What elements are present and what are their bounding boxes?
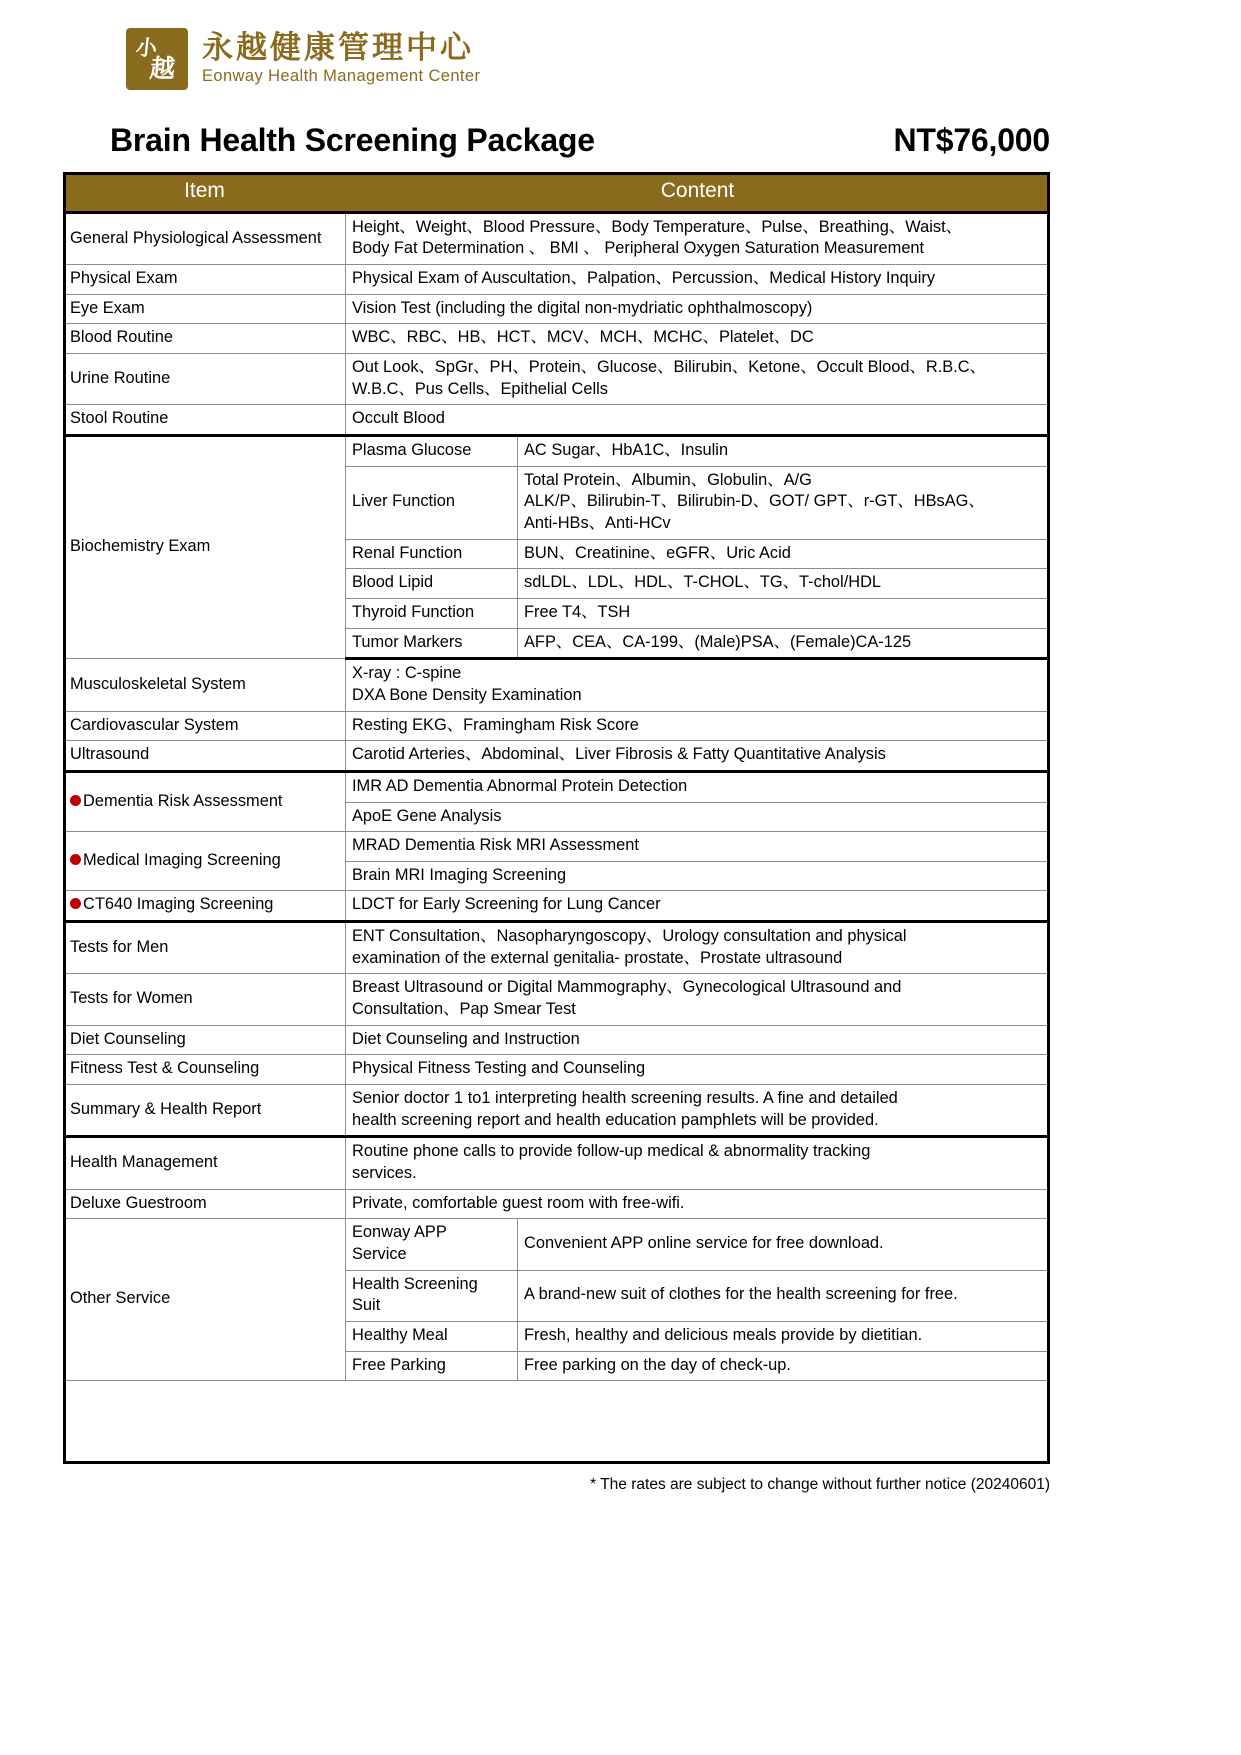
row-subitem-label: Healthy Meal	[346, 1321, 518, 1351]
table-row	[64, 832, 1050, 862]
row-content: Breast Ultrasound or Digital Mammography、Gynecological Ultrasound and Consultation、Pap Smear Test	[346, 974, 1050, 1025]
row-item-label: General Physiological Assessment	[64, 212, 346, 264]
row-item-label: Eye Exam	[64, 294, 346, 324]
header-row	[64, 173, 1050, 213]
company-name-cn: 永越健康管理中心	[202, 29, 474, 66]
row-content: Resting EKG、Framingham Risk Score	[346, 711, 1050, 741]
row-item-label: Health Management	[64, 1137, 346, 1189]
row-content: Occult Blood	[346, 405, 1050, 436]
row-item-label: Medical Imaging Screening	[64, 832, 346, 891]
row-content: Physical Fitness Testing and Counseling	[346, 1055, 1050, 1085]
row-item-label: Dementia Risk Assessment	[64, 771, 346, 831]
company-logo	[126, 28, 480, 90]
row-subitem-label: Eonway APP Service	[346, 1219, 518, 1270]
row-content: ENT Consultation、Nasopharyngoscopy、Urology consultation and physical examination of the external genitalia- prostate、Prostate ultrasound	[346, 922, 1050, 974]
table-row	[64, 1189, 1050, 1219]
table-body	[64, 212, 1050, 1381]
row-content: Brain MRI Imaging Screening	[346, 861, 1050, 891]
row-content: Vision Test (including the digital non-mydriatic ophthalmoscopy)	[346, 294, 1050, 324]
row-content: Total Protein、Albumin、Globulin、A/G ALK/P、Bilirubin-T、Bilirubin-D、GOT/ GPT、r-GT、HBsAG、 Anti-HBs、Anti-HCv	[518, 466, 1050, 539]
row-content: BUN、Creatinine、eGFR、Uric Acid	[518, 539, 1050, 569]
red-bullet-icon	[70, 898, 81, 909]
row-content: Routine phone calls to provide follow-up medical & abnormality tracking services.	[346, 1137, 1050, 1189]
row-content: AFP、CEA、CA-199、(Male)PSA、(Female)CA-125	[518, 628, 1050, 659]
seal-char-top: 小	[134, 35, 159, 60]
row-item-label: Other Service	[64, 1219, 346, 1381]
row-item-label: Musculoskeletal System	[64, 659, 346, 711]
row-content: ApoE Gene Analysis	[346, 802, 1050, 832]
red-bullet-icon	[70, 854, 81, 865]
row-item-label: Physical Exam	[64, 265, 346, 295]
row-content: X-ray : C-spine DXA Bone Density Examination	[346, 659, 1050, 711]
row-item-label: Cardiovascular System	[64, 711, 346, 741]
table-row	[64, 771, 1050, 802]
table-row	[64, 1219, 1050, 1270]
logo-text-block	[202, 31, 480, 88]
row-item-label: Ultrasound	[64, 741, 346, 772]
row-item-label: Biochemistry Exam	[64, 435, 346, 658]
package-price: NT$76,000	[893, 122, 1050, 158]
row-content: Convenient APP online service for free download.	[518, 1219, 1050, 1270]
table-row	[64, 891, 1050, 922]
row-content: Height、Weight、Blood Pressure、Body Temperature、Pulse、Breathing、Waist、 Body Fat Determination 、 BMI 、 Peripheral Oxygen Saturation Measurement	[346, 212, 1050, 264]
row-content: Fresh, healthy and delicious meals provide by dietitian.	[518, 1321, 1050, 1351]
seal-logo-icon	[126, 28, 188, 90]
row-item-label: Diet Counseling	[64, 1025, 346, 1055]
row-item-label: Blood Routine	[64, 324, 346, 354]
row-content: Free T4、TSH	[518, 598, 1050, 628]
table-row	[64, 265, 1050, 295]
table-row	[64, 741, 1050, 772]
row-content: IMR AD Dementia Abnormal Protein Detection	[346, 771, 1050, 802]
row-item-label: Tests for Men	[64, 922, 346, 974]
row-item-label: Fitness Test & Counseling	[64, 1055, 346, 1085]
row-content: WBC、RBC、HB、HCT、MCV、MCH、MCHC、Platelet、DC	[346, 324, 1050, 354]
row-subitem-label: Plasma Glucose	[346, 435, 518, 466]
package-table	[63, 172, 1050, 1381]
company-name-en: Eonway Health Management Center	[202, 67, 481, 86]
row-subitem-label: Thyroid Function	[346, 598, 518, 628]
table-row	[64, 435, 1050, 466]
table-row	[64, 294, 1050, 324]
row-subitem-label: Health Screening Suit	[346, 1270, 518, 1321]
row-content: MRAD Dementia Risk MRI Assessment	[346, 832, 1050, 862]
table-row	[64, 354, 1050, 405]
row-content: Carotid Arteries、Abdominal、Liver Fibrosis & Fatty Quantitative Analysis	[346, 741, 1050, 772]
row-subitem-label: Free Parking	[346, 1351, 518, 1381]
row-subitem-label: Blood Lipid	[346, 569, 518, 599]
row-content: AC Sugar、HbA1C、Insulin	[518, 435, 1050, 466]
table-row	[64, 974, 1050, 1025]
table-row	[64, 1085, 1050, 1137]
row-content: Senior doctor 1 to1 interpreting health screening results. A fine and detailed health screening report and health education pamphlets will be provided.	[346, 1085, 1050, 1137]
row-content: Diet Counseling and Instruction	[346, 1025, 1050, 1055]
row-subitem-label: Liver Function	[346, 466, 518, 539]
row-content: Private, comfortable guest room with free-wifi.	[346, 1189, 1050, 1219]
row-item-label: Stool Routine	[64, 405, 346, 436]
row-item-label: Summary & Health Report	[64, 1085, 346, 1137]
table-row	[64, 922, 1050, 974]
footnote: * The rates are subject to change without further notice (20240601)	[590, 1476, 1050, 1493]
row-content: Free parking on the day of check-up.	[518, 1351, 1050, 1381]
row-content: A brand-new suit of clothes for the health screening for free.	[518, 1270, 1050, 1321]
row-item-label: Tests for Women	[64, 974, 346, 1025]
table-row	[64, 711, 1050, 741]
table-row	[64, 1055, 1050, 1085]
row-subitem-label: Renal Function	[346, 539, 518, 569]
row-item-label: Deluxe Guestroom	[64, 1189, 346, 1219]
package-table-wrap	[63, 172, 1050, 1381]
row-content: Out Look、SpGr、PH、Protein、Glucose、Bilirubin、Ketone、Occult Blood、R.B.C、 W.B.C、Pus Cells、Epithelial Cells	[346, 354, 1050, 405]
row-content: Physical Exam of Auscultation、Palpation、Percussion、Medical History Inquiry	[346, 265, 1050, 295]
row-item-label: CT640 Imaging Screening	[64, 891, 346, 922]
table-row	[64, 324, 1050, 354]
red-bullet-icon	[70, 795, 81, 806]
table-head	[64, 173, 1050, 213]
seal-char-bottom: 越	[148, 54, 177, 83]
column-header-item: Item	[64, 173, 346, 213]
table-row	[64, 212, 1050, 264]
table-row	[64, 1137, 1050, 1189]
table-row	[64, 405, 1050, 436]
row-content: LDCT for Early Screening for Lung Cancer	[346, 891, 1050, 922]
row-subitem-label: Tumor Markers	[346, 628, 518, 659]
row-item-label: Urine Routine	[64, 354, 346, 405]
table-row	[64, 659, 1050, 711]
row-content: sdLDL、LDL、HDL、T-CHOL、TG、T-chol/HDL	[518, 569, 1050, 599]
column-header-content: Content	[346, 173, 1050, 213]
table-row	[64, 1025, 1050, 1055]
page-title: Brain Health Screening Package	[110, 122, 595, 158]
title-row	[110, 122, 1050, 159]
